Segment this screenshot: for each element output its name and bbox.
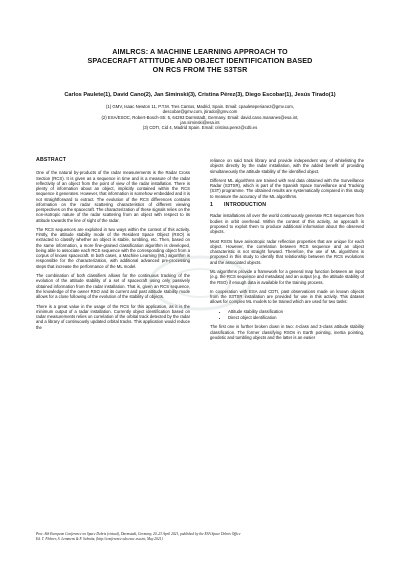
- body-paragraph: Most RSOs have anisotropic radar reflection properties that are unique for each object. However, the correlation between RCS sequence and an object characteristic is not straight forward. Therefore, the use of ML algorithms is proposed in this study to identify that relationship between the RCS evolutions and the associated objects.: [210, 238, 364, 265]
- left-column: [36, 158, 190, 334]
- abstract-paragraph: There is a great value in the usage of the RCS for this application, as it is the minimum output of a radar installation. Currently object identification based on radar measurements relies on correlation of the orbital track detected by the radar and a library of continuously updated orbital tracks. This application would reduce the: [36, 303, 190, 330]
- author-list: Carlos Paulete(1), David Cano(2), Jan Siminski(3), Cristina Pérez(3), Diego Escobar(1), Jesús Tirado(1): [64, 92, 336, 98]
- abstract-paragraph: The combination of both classifiers allows for the continuous tracking of the evolution of the attitude stability of a set of spacecraft using only passively obtained information from the radar installation. That is, given an RCS sequence, the knowledge of the owner RSO and its current and past attitude stability mode allows for a close following of the evolution of the stability of objects.: [36, 273, 190, 300]
- section-number: 1: [210, 202, 214, 209]
- footer-line: Ed. T. Flohrer, S. Lemmens & F. Schmitz, (http://conference.sdo.esoc.esa.int, May 2021): [36, 536, 163, 541]
- abstract-paragraph: reliance on said track library and provide independent way of whitelisting the objects directly by the radar installation, with the added benefit of providing simultaneously the attitude stability of the identified object.: [210, 158, 364, 174]
- right-column: [210, 158, 364, 344]
- title-line: AIMLRCS: A MACHINE LEARNING APPROACH TO: [112, 47, 288, 56]
- body-paragraph: Radar installations all over the world continuously generate RCS sequences from bodies in orbit overhead. Within the context of this activity, an approach is proposed to exploit them to produce additional information about the observed objects.: [210, 213, 364, 235]
- task-item: • Attitude stability classification: [228, 309, 364, 314]
- abstract-paragraph: Different ML algorithms are trained with real data obtained with the Surveillance Radar (S3TSR), which is part of the Spanish Space Surveillance and Tracking (S3T) programme. The obtained results are systematically compared in this study to measure the accuracy of the ML algorithms.: [210, 177, 364, 199]
- body-paragraph: In cooperation with ESA and CDTI, past observations made on known objects from the S3TSR installation are provided for use in this activity. This dataset allows for complex ML models to be trained which are used for two tasks:: [210, 288, 364, 305]
- body-paragraph: ML algorithms provide a framework for a general map function between an input (e.g. the RCS sequence and metadata) and an output (e.g. the attitude stability of the RSO) if enough data is available for the training process.: [210, 269, 364, 285]
- title-line: SPACECRAFT ATTITUDE AND OBJECT IDENTIFICATION BASED: [87, 56, 313, 65]
- abstract-heading: ABSTRACT: [36, 157, 67, 163]
- section-heading-introduction: [210, 203, 364, 208]
- affiliation-line: (2) ESA/ESOC, Robert-Bosch-Str. 5, 64293 Darmstadt, Germany. Email: david.cano.mananes@esa.int,: [101, 114, 299, 120]
- affiliation-line: (1) GMV, Isaac Newton 11, P.T.M. Tres Cantos, Madrid, Spain. Email: cpauleteperianez@gmv.com,: [105, 104, 295, 109]
- section-title: INTRODUCTION: [224, 202, 267, 209]
- abstract-paragraph: One of the natural by-products of the radar measurements is the Radar Cross Section (RCS). It is given as a sequence in time and is a measure of the radar reflectivity of an object from the point of view of the radar installation. There is plenty of information about an object, implicitly contained within the RCS sequence it generates. However, that information is somehow embedded and it is not straightforward to extract. The evolution of the RCS differences contains information on the radar scattering characteristics of different viewing perspectives on the spacecraft. The characterization of these signals relies on the non-isotropic nature of the radar scattering from an object with respect to its attitude towards the line of sight of the radar.: [36, 170, 190, 223]
- title-line: ON RCS FROM THE S3TSR: [152, 65, 248, 74]
- affiliations: [40, 104, 360, 130]
- footer-line: Proc. 8th European Conference on Space Debris (virtual), Darmstadt, Germany, 20–23 April 2021, published by the ESA Space Debris Office: [36, 532, 241, 536]
- affiliation-line: descobar@gmv.com, jtirado@gmv.com: [162, 109, 238, 115]
- affiliation-line: jan.siminski@esa.int: [180, 119, 220, 125]
- paper-title: [30, 47, 370, 74]
- task-item: • Direct object identification: [228, 315, 364, 320]
- task-list: [210, 309, 364, 321]
- abstract-paragraph: The RCS sequences are exploited in two ways within the context of this activity. Firstly, the attitude stability mode of the Resident Space Object (RSO) is extracted to classify whether an object is stable, tumbling, etc. Then, based on the same information, a more fine-grained classification algorithm is developed, being able to associate each RCS sequence with the corresponding object from a corpus of known spacecraft. In both cases, a Machine Learning (ML) algorithm is responsible for the characterization, with additional advanced pre-processing steps that increase the performance of the ML model.: [36, 226, 190, 269]
- proceedings-footer: [36, 532, 366, 541]
- body-paragraph: The first one is further broken down in two: 4-class and 3-class attitude stability classification. The former classifying RSOs in Earth pointing, inertia pointing, geodetic and tumbling objects and the latter is an easier: [210, 324, 364, 340]
- affiliation-line: (3) CDTI, Cid 4, Madrid Spain. Email: cristina.perez@cdti.es: [142, 125, 258, 131]
